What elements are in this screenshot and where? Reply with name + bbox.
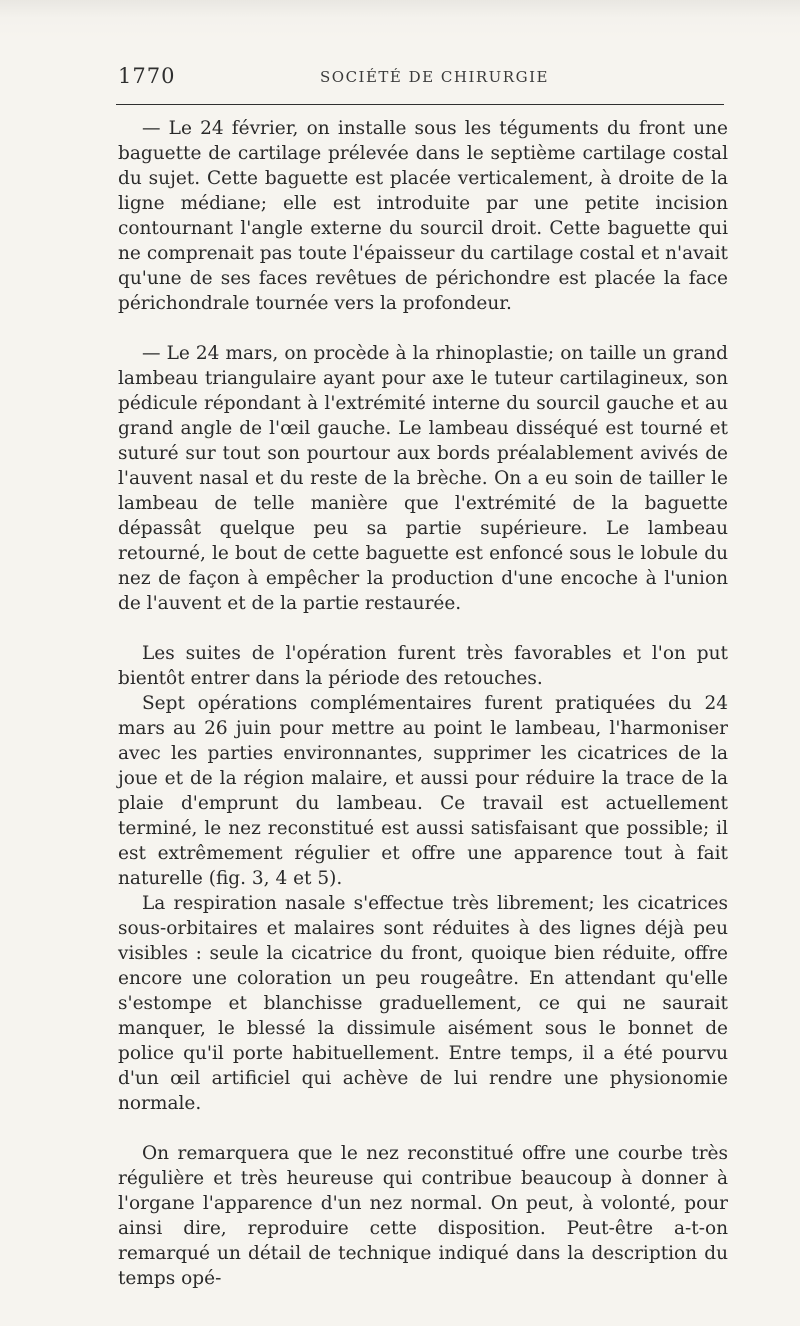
paragraph-complementary-operations: Sept opérations complémentaires furent pratiquées du 24 mars au 26 juin pour mettre au point le lambeau, l'harmoniser avec les parties environnantes, supprimer les cicatrices de la joue et de la région malaire, et aussi pour réduire la trace de la plaie d'emprunt du lambeau. Ce travail est actuellement terminé, le nez reconstitué est aussi satisfaisant que possible; il est extrêmement régulier et offre une apparence tout à fait naturelle (fig. 3, 4 et 5). xyxy=(118,693,728,889)
paragraph-postoperative-course: Les suites de l'opération furent très favorables et l'on put bientôt entrer dans la période des retouches. xyxy=(118,643,728,689)
page-header xyxy=(118,64,728,92)
paragraph-march-rhinoplasty: — Le 24 mars, on procède à la rhinoplastie; on taille un grand lambeau triangulaire ayant pour axe le tuteur cartilagineux, son pédicule répondant à l'extrémité interne du sourcil gauche et au grand angle de l'œil gauche. Le lambeau disséqué est tourné et suturé sur tout son pourtour aux bords préalablement avivés de l'auvent nasal et du reste de la brèche. On a eu soin de tailler le lambeau de telle manière que l'extrémité de la baguette dépassât quelque peu sa partie supérieure. Le lambeau retourné, le bout de cette baguette est enfoncé sous le lobule du nez de façon à empêcher la production d'une encoche à l'union de l'auvent et de la partie restaurée. xyxy=(118,343,728,614)
header-rule xyxy=(116,104,724,105)
paragraph-february-procedure: — Le 24 février, on installe sous les téguments du front une baguette de cartilage prélevée dans le septième cartilage costal du sujet. Cette baguette est placée verticalement, à droite de la ligne médiane; elle est introduite par une petite incision contournant l'angle externe du sourcil droit. Cette baguette qui ne comprenait pas toute l'épaisseur du cartilage costal et n'avait qu'une de ses faces revêtues de périchondre est placée la face périchondrale tournée vers la profondeur. xyxy=(118,118,728,314)
paragraph-respiration-scars: La respiration nasale s'effectue très librement; les cicatrices sous-orbitaires et malaires sont réduites à des lignes déjà peu visibles : seule la cicatrice du front, quoique bien réduite, offre encore une coloration un peu rougeâtre. En attendant qu'elle s'estompe et blanchisse graduellement, ce qui ne saurait manquer, le blessé la dissimule aisément sous le bonnet de police qu'il porte habituellement. Entre temps, il a été pourvu d'un œil artificiel qui achève de lui rendre une physionomie normale. xyxy=(118,893,728,1114)
page-number: 1770 xyxy=(118,64,176,88)
paragraph-nose-curve: On remarquera que le nez reconstitué offre une courbe très régulière et très heureuse qui contribue beaucoup à donner à l'organe l'apparence d'un nez normal. On peut, à volonté, pour ainsi dire, reproduire cette disposition. Peut-être a-t-on remarqué un détail de technique indiqué dans la description du temps opé- xyxy=(118,1143,728,1289)
body-text xyxy=(118,116,728,1291)
running-title: SOCIÉTÉ DE CHIRURGIE xyxy=(320,68,549,86)
